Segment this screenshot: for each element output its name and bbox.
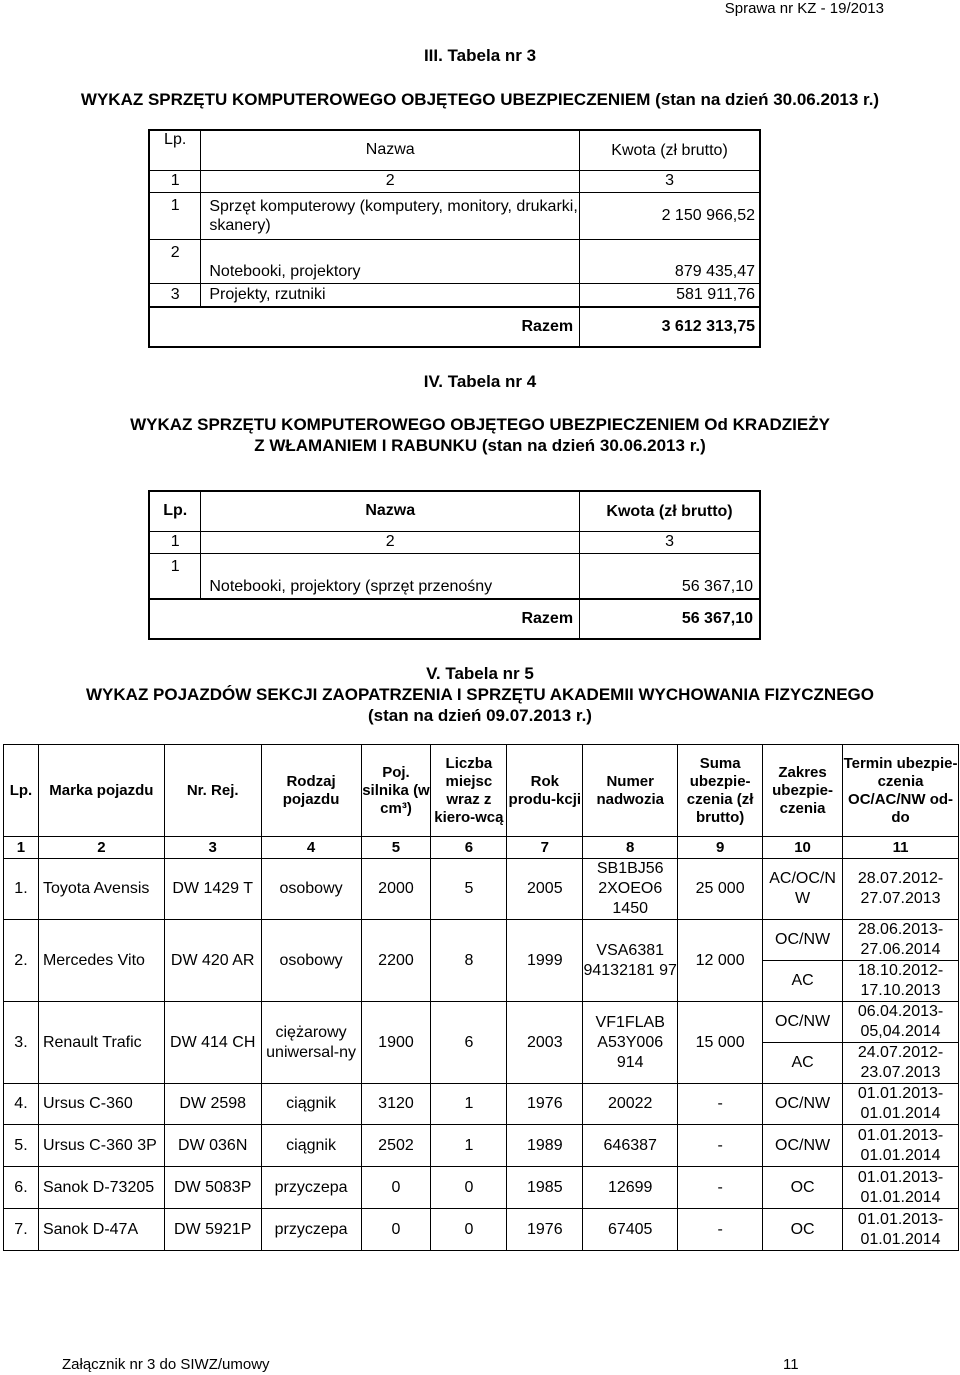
section4-title-text: IV. Tabela nr 4 (423, 372, 537, 391)
vehicle-year: 1985 (507, 1167, 583, 1209)
section3-subtitle: WYKAZ SPRZĘTU KOMPUTEROWEGO OBJĘTEGO UBEZPIECZENIEM (stan na dzień 30.06.2013 r.) (80, 90, 880, 109)
vehicle-sum: 12 000 (678, 920, 763, 1002)
vehicle-scope: OC/NW (763, 1084, 843, 1125)
row-name: Notebooki, projektory (sprzęt przenośny (201, 553, 580, 599)
header-cell: Zakres ubezpie-czenia (763, 745, 843, 837)
vehicle-engine: 1900 (361, 1002, 431, 1084)
vehicle-year: 1976 (507, 1209, 583, 1251)
row-amount: 2 150 966,52 (580, 192, 760, 239)
vehicle-seats: 6 (431, 1002, 507, 1084)
vehicle-engine: 2000 (361, 859, 431, 920)
header-cell: Rok produ-kcji (507, 745, 583, 837)
row-lp: 1 (149, 553, 201, 599)
vehicle-scope: AC/OC/N W (763, 859, 843, 920)
vehicle-seats: 1 (431, 1125, 507, 1167)
header-cell: Nr. Rej. (164, 745, 261, 837)
footer-attachment: Załącznik nr 3 do SIWZ/umowy (62, 1356, 270, 1373)
vehicle-term: 01.01.2013- 01.01.2014 (843, 1125, 959, 1167)
table-row (4, 1209, 959, 1251)
section3-title-text: III. Tabela nr 3 (423, 46, 537, 65)
page-number: 11 (783, 1356, 799, 1373)
colnum: 4 (261, 837, 361, 859)
header-cell: Numer nadwozia (583, 745, 678, 837)
vehicle-term: 28.07.2012- 27.07.2013 (843, 859, 959, 920)
vehicle-year: 1989 (507, 1125, 583, 1167)
table-3 (148, 129, 761, 348)
table-4 (148, 490, 761, 640)
vehicle-make: Ursus C-360 3P (38, 1125, 164, 1167)
row-name: Projekty, rzutniki (201, 283, 580, 307)
vehicle-sum: 15 000 (678, 1002, 763, 1084)
vehicle-lp: 2. (4, 920, 39, 1002)
vehicle-sum: - (678, 1167, 763, 1209)
vehicle-lp: 1. (4, 859, 39, 920)
total-amount: 56 367,10 (580, 599, 760, 639)
colnum: 3 (580, 170, 760, 192)
table-row (4, 1125, 959, 1167)
table-row (149, 239, 760, 283)
header-cell: Poj. silnika (w cm³) (361, 745, 431, 837)
header-cell: Termin ubezpie-czenia OC/AC/NW od- do (843, 745, 959, 837)
colnum: 11 (843, 837, 959, 859)
vehicle-type: przyczepa (261, 1167, 361, 1209)
vehicle-sum: - (678, 1084, 763, 1125)
table5-colnum-row (4, 837, 959, 859)
vehicle-term: 01.01.2013- 01.01.2014 (843, 1084, 959, 1125)
vehicle-term: 24.07.2012- 23.07.2013 (843, 1043, 959, 1084)
vehicle-sum: - (678, 1125, 763, 1167)
colnum: 1 (149, 170, 201, 192)
vehicle-scope: AC (763, 961, 843, 1002)
section5-title (0, 664, 960, 684)
vehicle-make: Renault Trafic (38, 1002, 164, 1084)
vehicle-sum: - (678, 1209, 763, 1251)
header-lp: Lp. (149, 130, 201, 170)
table-row (4, 1002, 959, 1043)
vehicle-lp: 5. (4, 1125, 39, 1167)
row-amount: 56 367,10 (580, 553, 760, 599)
vehicle-seats: 0 (431, 1209, 507, 1251)
total-amount: 3 612 313,75 (580, 307, 760, 347)
vehicle-year: 1999 (507, 920, 583, 1002)
vehicle-vin: 67405 (583, 1209, 678, 1251)
table-row (4, 859, 959, 920)
header-lp: Lp. (149, 491, 201, 531)
table-row (4, 1167, 959, 1209)
table4-colnum-row (149, 531, 760, 553)
vehicle-type: ciągnik (261, 1125, 361, 1167)
vehicle-sum: 25 000 (678, 859, 763, 920)
colnum: 6 (431, 837, 507, 859)
vehicle-scope: OC (763, 1167, 843, 1209)
section3-title (0, 46, 960, 66)
vehicle-vin: SB1BJ56 2XOEO6 1450 (583, 859, 678, 920)
vehicle-engine: 2502 (361, 1125, 431, 1167)
vehicle-vin: 20022 (583, 1084, 678, 1125)
vehicle-engine: 3120 (361, 1084, 431, 1125)
table5-header-row (4, 745, 959, 837)
row-name: Sprzęt komputerowy (komputery, monitory, drukarki, skanery) (201, 192, 580, 239)
section4-subtitle-1: WYKAZ SPRZĘTU KOMPUTEROWEGO OBJĘTEGO UBEZPIECZENIEM Od KRADZIEŻY (130, 415, 830, 434)
vehicle-type: ciężarowy uniwersal-ny (261, 1002, 361, 1084)
vehicle-lp: 7. (4, 1209, 39, 1251)
vehicle-reg: DW 1429 T (164, 859, 261, 920)
colnum: 1 (4, 837, 39, 859)
header-amount: Kwota (zł brutto) (580, 491, 760, 531)
vehicle-year: 2003 (507, 1002, 583, 1084)
vehicle-make: Mercedes Vito (38, 920, 164, 1002)
row-lp: 1 (149, 192, 201, 239)
vehicle-make: Ursus C-360 (38, 1084, 164, 1125)
vehicle-engine: 0 (361, 1209, 431, 1251)
header-cell: Suma ubezpie-czenia (zł brutto) (678, 745, 763, 837)
document-reference: Sprawa nr KZ - 19/2013 (724, 0, 884, 17)
row-amount: 581 911,76 (580, 283, 760, 307)
header-cell: Rodzaj pojazdu (261, 745, 361, 837)
vehicle-year: 1976 (507, 1084, 583, 1125)
table-row (149, 553, 760, 599)
vehicle-type: przyczepa (261, 1209, 361, 1251)
vehicle-term: 28.06.2013- 27.06.2014 (843, 920, 959, 961)
colnum: 7 (507, 837, 583, 859)
table-5 (3, 744, 959, 1251)
colnum: 8 (583, 837, 678, 859)
vehicle-type: ciągnik (261, 1084, 361, 1125)
vehicle-scope: OC/NW (763, 1125, 843, 1167)
vehicle-term: 06.04.2013- 05,04.2014 (843, 1002, 959, 1043)
section5-title-text: V. Tabela nr 5 (426, 664, 534, 683)
vehicle-reg: DW 5921P (164, 1209, 261, 1251)
table-row (4, 1084, 959, 1125)
row-name: Notebooki, projektory (201, 239, 580, 283)
vehicle-vin: VF1FLAB A53Y006 914 (583, 1002, 678, 1084)
vehicle-term: 01.01.2013- 01.01.2014 (843, 1209, 959, 1251)
colnum: 10 (763, 837, 843, 859)
vehicle-type: osobowy (261, 920, 361, 1002)
section5-subtitle-2: (stan na dzień 09.07.2013 r.) (368, 706, 592, 725)
colnum: 1 (149, 531, 201, 553)
section5-subtitle-1: WYKAZ POJAZDÓW SEKCJI ZAOPATRZENIA I SPRZĘTU AKADEMII WYCHOWANIA FIZYCZNEGO (86, 685, 874, 704)
colnum: 3 (164, 837, 261, 859)
vehicle-make: Sanok D-47A (38, 1209, 164, 1251)
table4-total-row (149, 599, 760, 639)
section4-subtitle-2: Z WŁAMANIEM I RABUNKU (stan na dzień 30.06.2013 r.) (254, 436, 706, 455)
vehicle-vin: 646387 (583, 1125, 678, 1167)
vehicle-year: 2005 (507, 859, 583, 920)
vehicle-make: Sanok D-73205 (38, 1167, 164, 1209)
vehicle-engine: 2200 (361, 920, 431, 1002)
table-row (149, 283, 760, 307)
vehicle-reg: DW 414 CH (164, 1002, 261, 1084)
vehicle-lp: 3. (4, 1002, 39, 1084)
vehicle-scope: OC (763, 1209, 843, 1251)
vehicle-seats: 0 (431, 1167, 507, 1209)
row-amount: 879 435,47 (580, 239, 760, 283)
vehicle-make: Toyota Avensis (38, 859, 164, 920)
colnum: 9 (678, 837, 763, 859)
total-label: Razem (149, 599, 580, 639)
vehicle-scope: OC/NW (763, 1002, 843, 1043)
table3-total-row (149, 307, 760, 347)
vehicle-seats: 8 (431, 920, 507, 1002)
table3-header-row (149, 130, 760, 170)
header-amount: Kwota (zł brutto) (580, 130, 760, 170)
table4-header-row (149, 491, 760, 531)
colnum: 2 (201, 170, 580, 192)
table-row (149, 192, 760, 239)
vehicle-lp: 4. (4, 1084, 39, 1125)
row-lp: 3 (149, 283, 201, 307)
header-name: Nazwa (201, 130, 580, 170)
vehicle-reg: DW 420 AR (164, 920, 261, 1002)
section4-title (0, 372, 960, 392)
total-label: Razem (149, 307, 580, 347)
vehicle-lp: 6. (4, 1167, 39, 1209)
vehicle-vin: VSA6381 94132181 97 (583, 920, 678, 1002)
colnum: 5 (361, 837, 431, 859)
vehicle-reg: DW 2598 (164, 1084, 261, 1125)
vehicle-reg: DW 5083P (164, 1167, 261, 1209)
header-cell: Lp. (4, 745, 39, 837)
vehicle-seats: 5 (431, 859, 507, 920)
vehicle-term: 18.10.2012- 17.10.2013 (843, 961, 959, 1002)
table-row (4, 920, 959, 961)
vehicle-vin: 12699 (583, 1167, 678, 1209)
vehicle-engine: 0 (361, 1167, 431, 1209)
vehicle-seats: 1 (431, 1084, 507, 1125)
header-cell: Liczba miejsc wraz z kiero-wcą (431, 745, 507, 837)
vehicle-scope: AC (763, 1043, 843, 1084)
vehicle-term: 01.01.2013- 01.01.2014 (843, 1167, 959, 1209)
row-lp: 2 (149, 239, 201, 283)
colnum: 2 (201, 531, 580, 553)
colnum: 3 (580, 531, 760, 553)
colnum: 2 (38, 837, 164, 859)
vehicle-type: osobowy (261, 859, 361, 920)
header-cell: Marka pojazdu (38, 745, 164, 837)
table3-colnum-row (149, 170, 760, 192)
header-name: Nazwa (201, 491, 580, 531)
vehicle-scope: OC/NW (763, 920, 843, 961)
vehicle-reg: DW 036N (164, 1125, 261, 1167)
